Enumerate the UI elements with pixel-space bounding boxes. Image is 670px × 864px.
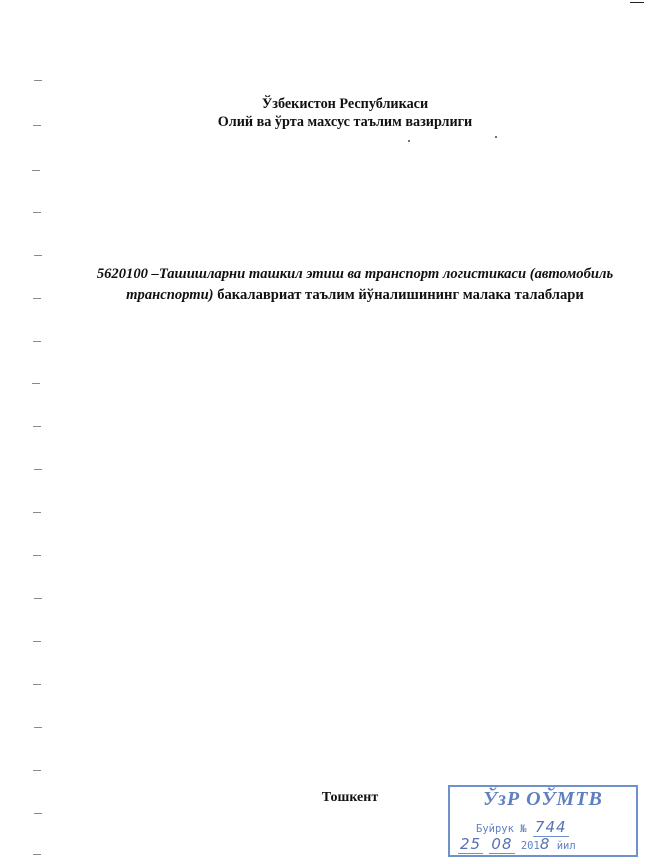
margin-tick [33, 426, 41, 427]
country-name: Ўзбекистон Республикаси [261, 96, 429, 112]
stamp-year-printed: 201 [520, 840, 540, 852]
margin-tick [33, 854, 41, 855]
stamp-day: 25 [460, 835, 482, 853]
margin-tick [33, 341, 41, 342]
stamp-year-handwritten: 8 [539, 835, 551, 853]
margin-tick [33, 125, 41, 126]
margin-tick [34, 727, 42, 728]
margin-tick [34, 813, 42, 814]
margin-tick [33, 212, 41, 213]
stamp-year-suffix: йил [556, 840, 576, 852]
title-qualification-text: бакалавриат таълим йўналишининг малака талаблари [213, 287, 584, 303]
title-program-code: 5620100 –Ташишларни ташкил этиш ва транспорт логистикаси (автомобиль транспорти) [96, 266, 614, 303]
stamp-order-label: Буйрук № [476, 823, 527, 835]
margin-tick [33, 770, 41, 771]
margin-tick [34, 598, 42, 599]
margin-tick [33, 641, 41, 642]
binding-margin-marks [0, 0, 60, 864]
stamp-order-number: 744 [534, 818, 567, 836]
margin-tick [33, 298, 41, 299]
margin-tick [34, 255, 42, 256]
stamp-title: ЎзР ОЎМТВ [483, 788, 603, 810]
document-title [85, 264, 625, 306]
stamp-date-row [458, 835, 576, 854]
margin-tick [34, 80, 42, 81]
city-name: Тошкент [321, 790, 379, 805]
ministry-name: Олий ва ўрта махсус таълим вазирлиги [217, 114, 473, 130]
margin-tick [32, 170, 40, 171]
margin-tick [32, 383, 40, 384]
corner-mark [630, 2, 644, 3]
approval-stamp [448, 785, 638, 857]
stamp-month: 08 [491, 835, 513, 853]
margin-tick [34, 469, 42, 470]
ministry-header [110, 95, 580, 131]
margin-tick [33, 684, 41, 685]
margin-tick [33, 512, 41, 513]
scan-speck [408, 140, 410, 142]
margin-tick [33, 555, 41, 556]
scan-speck [495, 136, 497, 138]
